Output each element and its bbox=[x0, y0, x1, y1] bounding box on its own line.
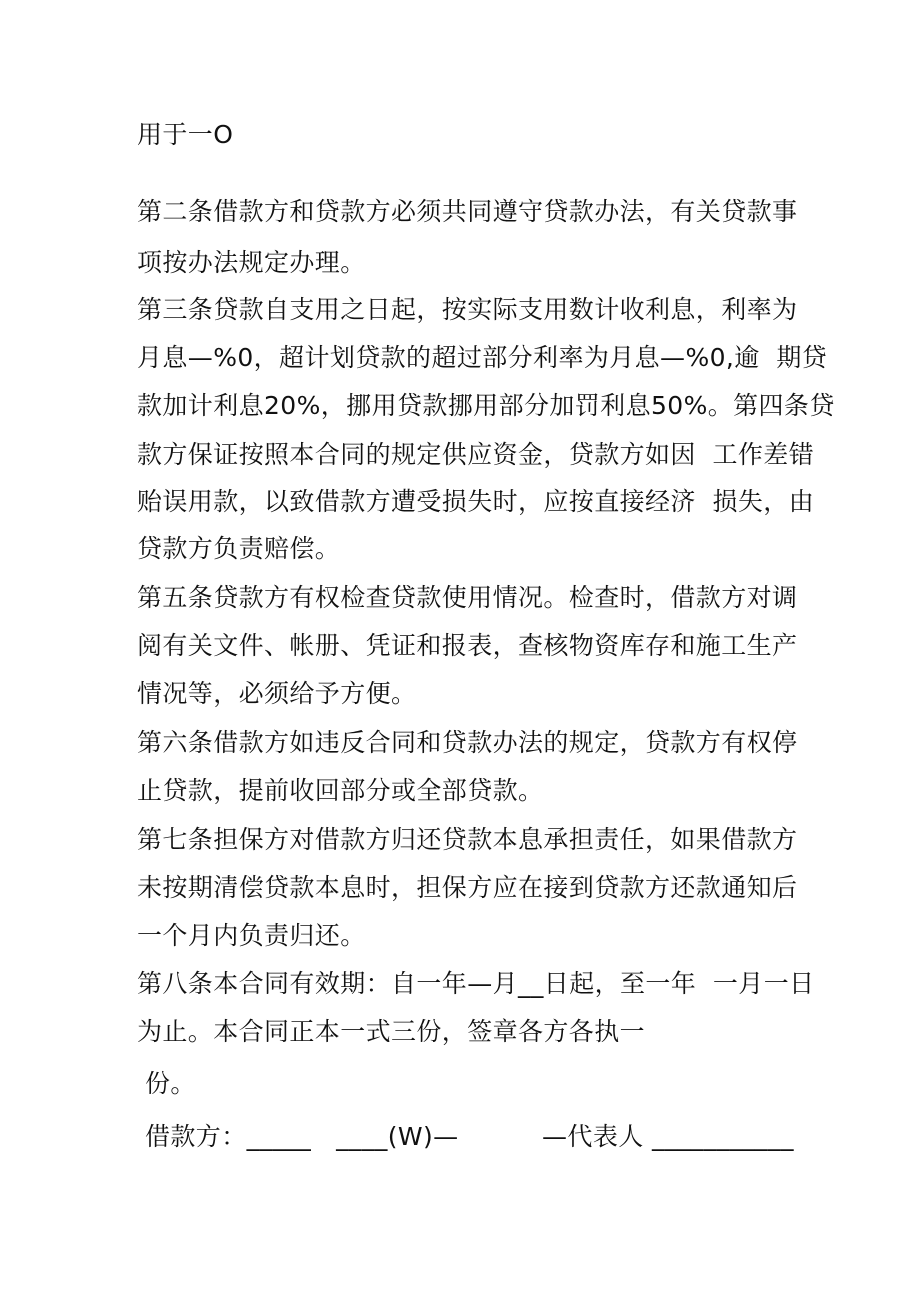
article-3-line-2: 月息—%0，超计划贷款的超过部分利率为月息—%0,逾 期贷 bbox=[137, 343, 828, 372]
article-2-line-1: 第二条借款方和贷款方必须共同遵守贷款办法，有关贷款事 bbox=[137, 197, 798, 226]
article-7-line-2: 未按期清偿贷款本息时，担保方应在接到贷款方还款通知后 bbox=[137, 873, 798, 902]
article-4-line-3: 贷款方负责赔偿。 bbox=[137, 534, 341, 563]
article-3-line-1: 第三条贷款自支用之日起，按实际支用数计收利息，利率为 bbox=[137, 295, 798, 324]
article-8-line-1: 第八条本合同有效期：自一年—月__日起，至一年 一月一日 bbox=[137, 969, 815, 998]
article-8-line-3: 份。 bbox=[145, 1069, 196, 1098]
article-7-line-3: 一个月内负责归还。 bbox=[137, 921, 366, 950]
article-8-line-2: 为止。本合同正本一式三份，签章各方各执一 bbox=[137, 1017, 646, 1046]
article-5-line-3: 情况等，必须给予方便。 bbox=[137, 679, 417, 708]
article-4-line-1: 款方保证按照本合同的规定供应资金，贷款方如因 工作差错 bbox=[137, 440, 815, 469]
fragment-line: 用于一O bbox=[137, 120, 234, 149]
article-4-line-2: 贻误用款，以致借款方遭受损失时，应按直接经济 损失，由 bbox=[137, 487, 815, 516]
article-7-line-1: 第七条担保方对借款方归还贷款本息承担责任，如果借款方 bbox=[137, 825, 798, 854]
article-5-line-1: 第五条贷款方有权检查贷款使用情况。检查时，借款方对调 bbox=[137, 583, 798, 612]
article-6-line-1: 第六条借款方如违反合同和贷款办法的规定，贷款方有权停 bbox=[137, 728, 798, 757]
article-6-line-2: 止贷款，提前收回部分或全部贷款。 bbox=[137, 776, 544, 805]
signature-line: 借款方：_____ ____(W)— —代表人 ___________ bbox=[145, 1122, 794, 1151]
article-2-line-2: 项按办法规定办理。 bbox=[137, 248, 366, 277]
article-5-line-2: 阅有关文件、帐册、凭证和报表，查核物资库存和施工生产 bbox=[137, 631, 798, 660]
article-3-line-3: 款加计利息20%，挪用贷款挪用部分加罚利息50%。第四条贷 bbox=[137, 391, 835, 420]
